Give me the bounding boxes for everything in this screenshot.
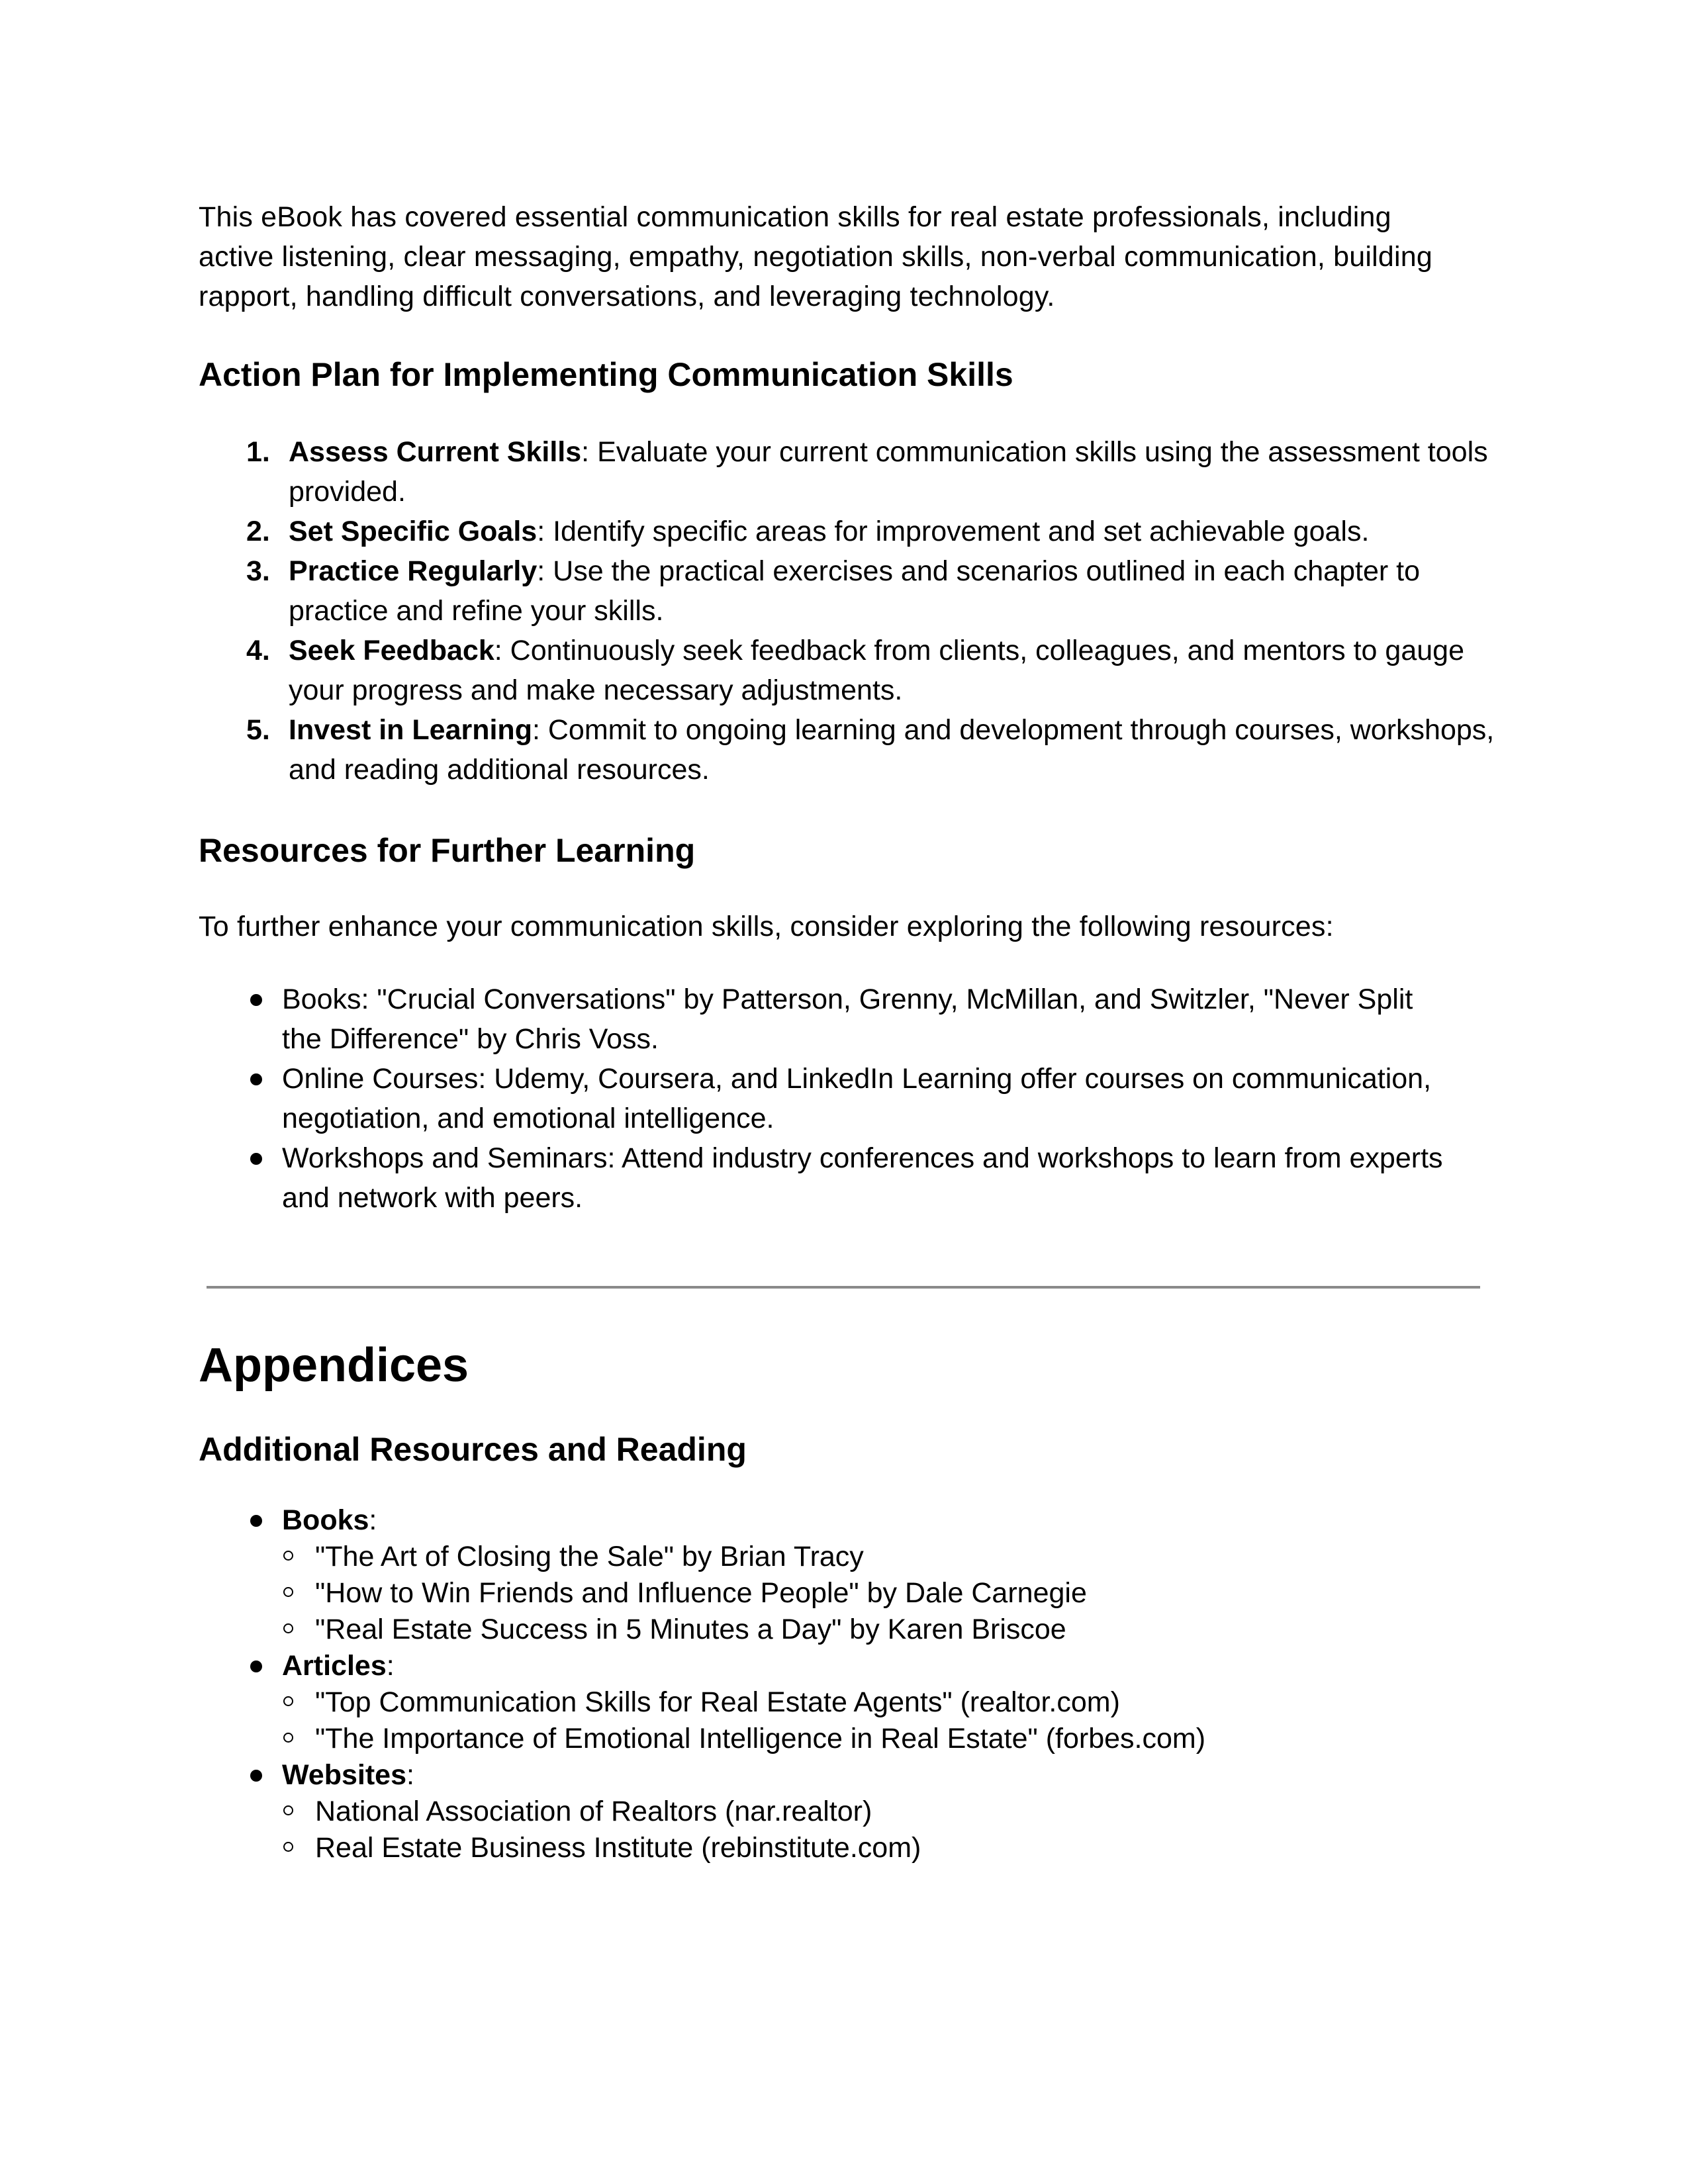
additional-resources-heading: Additional Resources and Reading [199, 1431, 747, 1468]
bullet-icon [250, 1770, 262, 1782]
group-suffix: : [406, 1759, 414, 1791]
circle-bullet-icon [283, 1733, 293, 1743]
sub-item-text: "The Art of Closing the Sale" by Brian Tracy [315, 1541, 864, 1572]
sub-list [282, 1539, 1489, 1648]
list-item [199, 512, 1509, 551]
list-item [199, 979, 1443, 1059]
step-title: Assess Current Skills [289, 436, 582, 468]
circle-bullet-icon [283, 1551, 293, 1561]
list-item [199, 1059, 1443, 1138]
list-item [199, 631, 1509, 710]
appendix-list [199, 1502, 1489, 1866]
step-number: 2. [246, 516, 270, 547]
appendices-heading: Appendices [199, 1339, 469, 1392]
step-text: : Identify specific areas for improvement and set achievable goals. [537, 516, 1370, 547]
list-item [199, 1757, 1489, 1866]
list-item [282, 1830, 1489, 1866]
step-number: 5. [246, 714, 270, 746]
bullet-icon [250, 1661, 262, 1672]
sub-item-text: "The Importance of Emotional Intelligence in Real Estate" (forbes.com) [315, 1723, 1206, 1754]
resources-intro: To further enhance your communication skills, consider exploring the following resources: [199, 911, 1334, 942]
step-title: Practice Regularly [289, 555, 538, 587]
resources-list [199, 979, 1443, 1218]
list-item [282, 1539, 1489, 1575]
sub-list [282, 1684, 1489, 1757]
list-item [199, 1648, 1489, 1757]
sub-list [282, 1794, 1489, 1866]
list-item [282, 1575, 1489, 1612]
intro-paragraph: This eBook has covered essential communication skills for real estate professionals, including active listening, clear messaging, empathy, negotiation skills, non-verbal communication, building rapport, handling difficult conversations, and leveraging technology. [199, 201, 1432, 312]
group-label: Websites [282, 1759, 406, 1791]
list-item [282, 1684, 1489, 1721]
document-page [199, 197, 1495, 1866]
circle-bullet-icon [283, 1587, 293, 1597]
sub-item-text: "Real Estate Success in 5 Minutes a Day" by Karen Briscoe [315, 1614, 1066, 1645]
sub-item-text: "Top Communication Skills for Real Estate Agents" (realtor.com) [315, 1686, 1120, 1718]
sub-item-text: National Association of Realtors (nar.realtor) [315, 1796, 872, 1827]
list-item [199, 710, 1509, 790]
circle-bullet-icon [283, 1805, 293, 1815]
circle-bullet-icon [283, 1842, 293, 1852]
list-item [199, 551, 1509, 631]
resource-text: Books: "Crucial Conversations" by Patterson, Grenny, McMillan, and Switzler, "Never Split the Difference" by Chris Voss. [282, 983, 1413, 1055]
list-item [282, 1721, 1489, 1757]
group-label: Articles [282, 1650, 387, 1682]
list-item [282, 1612, 1489, 1648]
list-item [199, 1502, 1489, 1648]
list-item [199, 432, 1509, 512]
step-text: : Use the practical exercises and scenarios outlined in each chapter to practice and refine your skills. [289, 555, 1420, 627]
group-label: Books [282, 1504, 369, 1536]
sub-item-text: Real Estate Business Institute (rebinstitute.com) [315, 1832, 921, 1864]
group-suffix: : [386, 1650, 395, 1682]
step-number: 4. [246, 635, 270, 666]
step-number: 1. [246, 436, 270, 468]
group-suffix: : [369, 1504, 377, 1536]
step-text: : Commit to ongoing learning and development through courses, workshops, and reading additional resources. [289, 714, 1495, 786]
circle-bullet-icon [283, 1623, 293, 1633]
circle-bullet-icon [283, 1696, 293, 1706]
list-item [282, 1794, 1489, 1830]
resource-text: Workshops and Seminars: Attend industry conferences and workshops to learn from experts and network with peers. [282, 1142, 1443, 1214]
step-text: : Evaluate your current communication skills using the assessment tools provided. [289, 436, 1488, 508]
resources-heading: Resources for Further Learning [199, 832, 696, 869]
action-plan-heading: Action Plan for Implementing Communication Skills [199, 356, 1013, 393]
resource-text: Online Courses: Udemy, Coursera, and LinkedIn Learning offer courses on communication, negotiation, and emotional intelligence. [282, 1063, 1432, 1134]
bullet-icon [250, 994, 262, 1006]
step-title: Invest in Learning [289, 714, 532, 746]
step-title: Seek Feedback [289, 635, 494, 666]
action-plan-list [199, 432, 1509, 790]
list-item [199, 1138, 1443, 1218]
horizontal-divider [207, 1286, 1480, 1289]
step-title: Set Specific Goals [289, 516, 538, 547]
step-text: : Continuously seek feedback from clients, colleagues, and mentors to gauge your progress and make necessary adjustments. [289, 635, 1464, 706]
bullet-icon [250, 1073, 262, 1085]
bullet-icon [250, 1515, 262, 1527]
bullet-icon [250, 1153, 262, 1165]
sub-item-text: "How to Win Friends and Influence People" by Dale Carnegie [315, 1577, 1087, 1609]
step-number: 3. [246, 555, 270, 587]
